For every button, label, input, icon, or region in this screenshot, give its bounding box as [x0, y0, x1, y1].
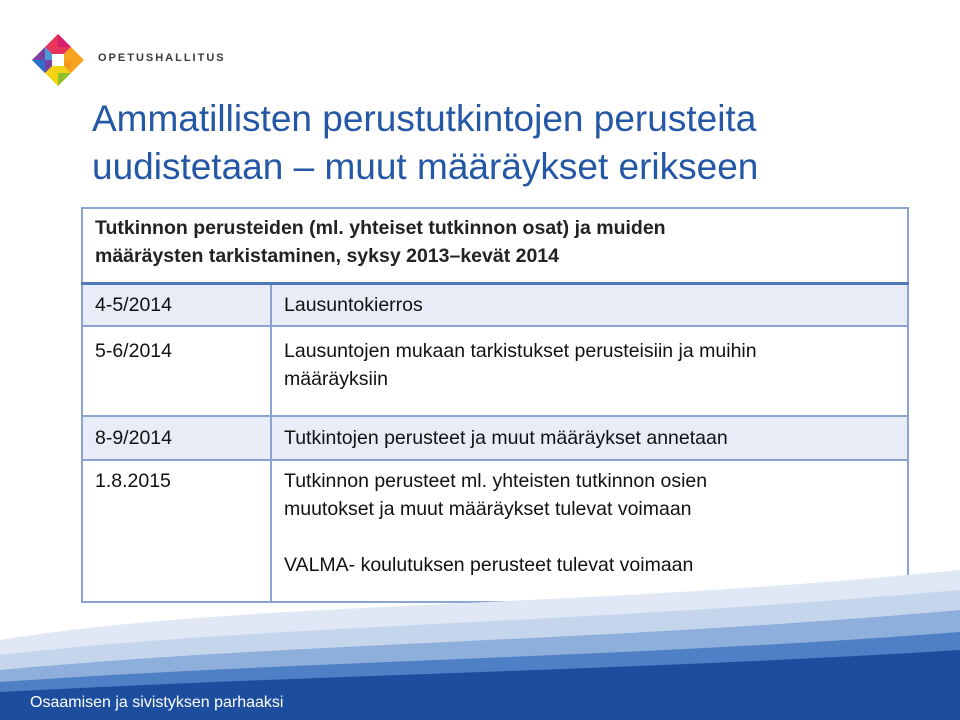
- row-date: 5-6/2014: [82, 326, 271, 416]
- row-text: [271, 326, 908, 416]
- title-line-1: Ammatillisten perustutkintojen perusteita: [92, 98, 757, 139]
- page-title: [92, 95, 912, 191]
- title-line-2: uudistetaan – muut määräykset erikseen: [92, 146, 759, 187]
- row-text-line-1: Lausuntojen mukaan tarkistukset perusteisiin ja muihin: [284, 340, 757, 362]
- table-header-line-2: määräysten tarkistaminen, syksy 2013–kevät 2014: [95, 245, 559, 267]
- row-text: Lausuntokierros: [271, 284, 908, 327]
- row-text-line-2: muutokset ja muut määräykset tulevat voimaan: [284, 498, 692, 520]
- row-date: 1.8.2015: [82, 460, 271, 602]
- footer-slogan: Osaamisen ja sivistyksen parhaaksi: [30, 694, 284, 711]
- row-text-line-3: VALMA- koulutuksen perusteet tulevat voimaan: [284, 554, 694, 576]
- table-row: [82, 326, 908, 416]
- opetushallitus-logo-icon: [30, 32, 86, 88]
- row-text-line-1: Tutkinnon perusteet ml. yhteisten tutkinnon osien: [284, 470, 708, 492]
- row-text-line-2: määräyksiin: [284, 368, 389, 390]
- row-date: 4-5/2014: [82, 284, 271, 327]
- row-text: Tutkintojen perusteet ja muut määräykset annetaan: [271, 416, 908, 460]
- row-date: 8-9/2014: [82, 416, 271, 460]
- brand-name: OPETUSHALLITUS: [98, 52, 226, 64]
- table-header-line-1: Tutkinnon perusteiden (ml. yhteiset tutkinnon osat) ja muiden: [95, 217, 666, 239]
- row-spacer: [284, 523, 895, 551]
- schedule-table: [81, 207, 909, 603]
- table-row: [82, 416, 908, 460]
- table-row: [82, 284, 908, 327]
- table-header-row: [82, 208, 908, 284]
- table-header-cell: [82, 208, 908, 284]
